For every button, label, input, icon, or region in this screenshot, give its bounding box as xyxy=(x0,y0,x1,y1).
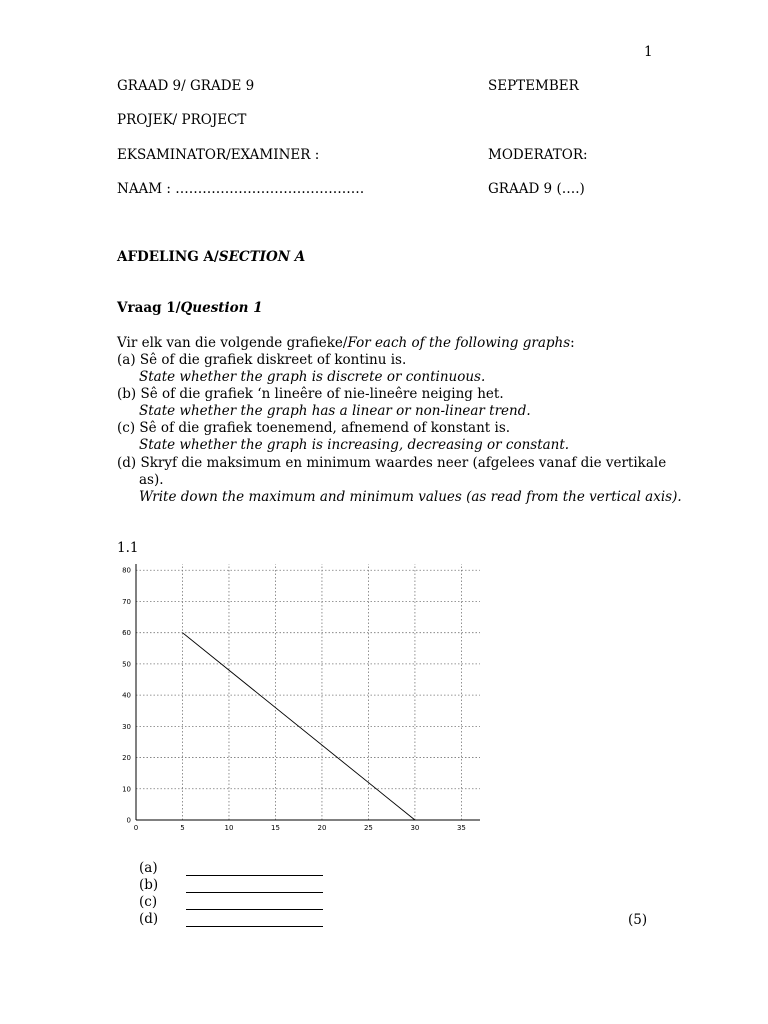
x-tick-label: 35 xyxy=(456,824,466,832)
y-tick-label: 60 xyxy=(122,629,131,638)
instruction-a-label: (a) xyxy=(117,352,136,368)
section-eng: SECTION A xyxy=(218,249,306,265)
answer-row-b xyxy=(139,877,323,893)
y-tick-label: 30 xyxy=(122,722,131,731)
y-tick-label: 10 xyxy=(122,785,131,794)
page-number: 1 xyxy=(644,44,653,60)
answer-label-d: (d) xyxy=(139,911,159,927)
x-tick-label: 15 xyxy=(270,824,280,832)
y-tick-label: 80 xyxy=(122,566,131,575)
grade-class-field: GRAAD 9 (….) xyxy=(488,181,585,197)
instruction-b-afr: Sê of die grafiek ‘n lineêre of nie-lineêre neiging het. xyxy=(140,386,504,402)
instruction-d-eng: Write down the maximum and minimum values (as read from the vertical axis). xyxy=(139,489,682,505)
project-label: PROJEK/ PROJECT xyxy=(117,112,247,128)
answer-row-d xyxy=(139,911,323,927)
instruction-d-afr2: as). xyxy=(139,472,164,488)
instruction-d-label: (d) xyxy=(117,455,137,471)
answer-line-b[interactable] xyxy=(186,880,323,893)
instruction-a-eng: State whether the graph is discrete or continuous. xyxy=(139,369,486,385)
section-afr: AFDELING A/ xyxy=(117,249,219,265)
question-afr: Vraag 1/ xyxy=(117,300,181,316)
intro-end: : xyxy=(570,335,575,351)
instruction-c-afr: Sê of die grafiek toenemend, afnemend of konstant is. xyxy=(139,420,511,436)
x-tick-label: 5 xyxy=(180,824,185,832)
answer-row-c xyxy=(139,894,323,910)
y-tick-label: 40 xyxy=(122,691,131,700)
marks-total: (5) xyxy=(628,912,648,928)
answer-label-b: (b) xyxy=(139,877,159,893)
section-heading xyxy=(117,249,305,265)
instruction-c xyxy=(117,420,510,436)
moderator-label: MODERATOR: xyxy=(488,147,588,163)
answer-row-a xyxy=(139,860,323,876)
instruction-c-label: (c) xyxy=(117,420,136,436)
x-tick-label: 25 xyxy=(363,824,373,832)
instruction-b-label: (b) xyxy=(117,386,137,402)
y-tick-label: 70 xyxy=(122,597,131,606)
question-heading xyxy=(117,300,263,316)
line-chart xyxy=(112,556,492,836)
question-eng: Question 1 xyxy=(180,300,263,316)
month-label: SEPTEMBER xyxy=(488,78,579,94)
instruction-b xyxy=(117,386,504,402)
x-tick-label: 20 xyxy=(317,824,327,832)
answer-line-a[interactable] xyxy=(186,863,323,876)
instruction-d xyxy=(117,455,666,471)
grade-label: GRAAD 9/ GRADE 9 xyxy=(117,78,255,94)
graph-label: 1.1 xyxy=(117,540,139,556)
answer-label-c: (c) xyxy=(139,894,158,910)
y-tick-label: 0 xyxy=(126,816,131,825)
intro-afr: Vir elk van die volgende grafieke/ xyxy=(117,335,348,351)
answer-line-c[interactable] xyxy=(186,897,323,910)
instructions-intro xyxy=(117,335,575,351)
answer-label-a: (a) xyxy=(139,860,158,876)
answer-line-d[interactable] xyxy=(186,914,323,927)
instruction-a xyxy=(117,352,406,368)
intro-eng: For each of the following graphs xyxy=(347,335,571,351)
examiner-label: EKSAMINATOR/EXAMINER : xyxy=(117,147,320,163)
instruction-a-afr: Sê of die grafiek diskreet of kontinu is. xyxy=(139,352,407,368)
y-tick-label: 50 xyxy=(122,660,131,669)
x-tick-label: 10 xyxy=(224,824,234,832)
instruction-b-eng: State whether the graph has a linear or non-linear trend. xyxy=(139,403,531,419)
x-tick-label: 0 xyxy=(133,824,139,832)
x-tick-label: 30 xyxy=(410,824,420,832)
y-tick-label: 20 xyxy=(122,754,131,763)
name-field: NAAM : …………………………………… xyxy=(117,181,365,197)
instruction-d-afr: Skryf die maksimum en minimum waardes neer (afgelees vanaf die vertikale xyxy=(140,455,667,471)
instruction-c-eng: State whether the graph is increasing, decreasing or constant. xyxy=(139,437,570,453)
